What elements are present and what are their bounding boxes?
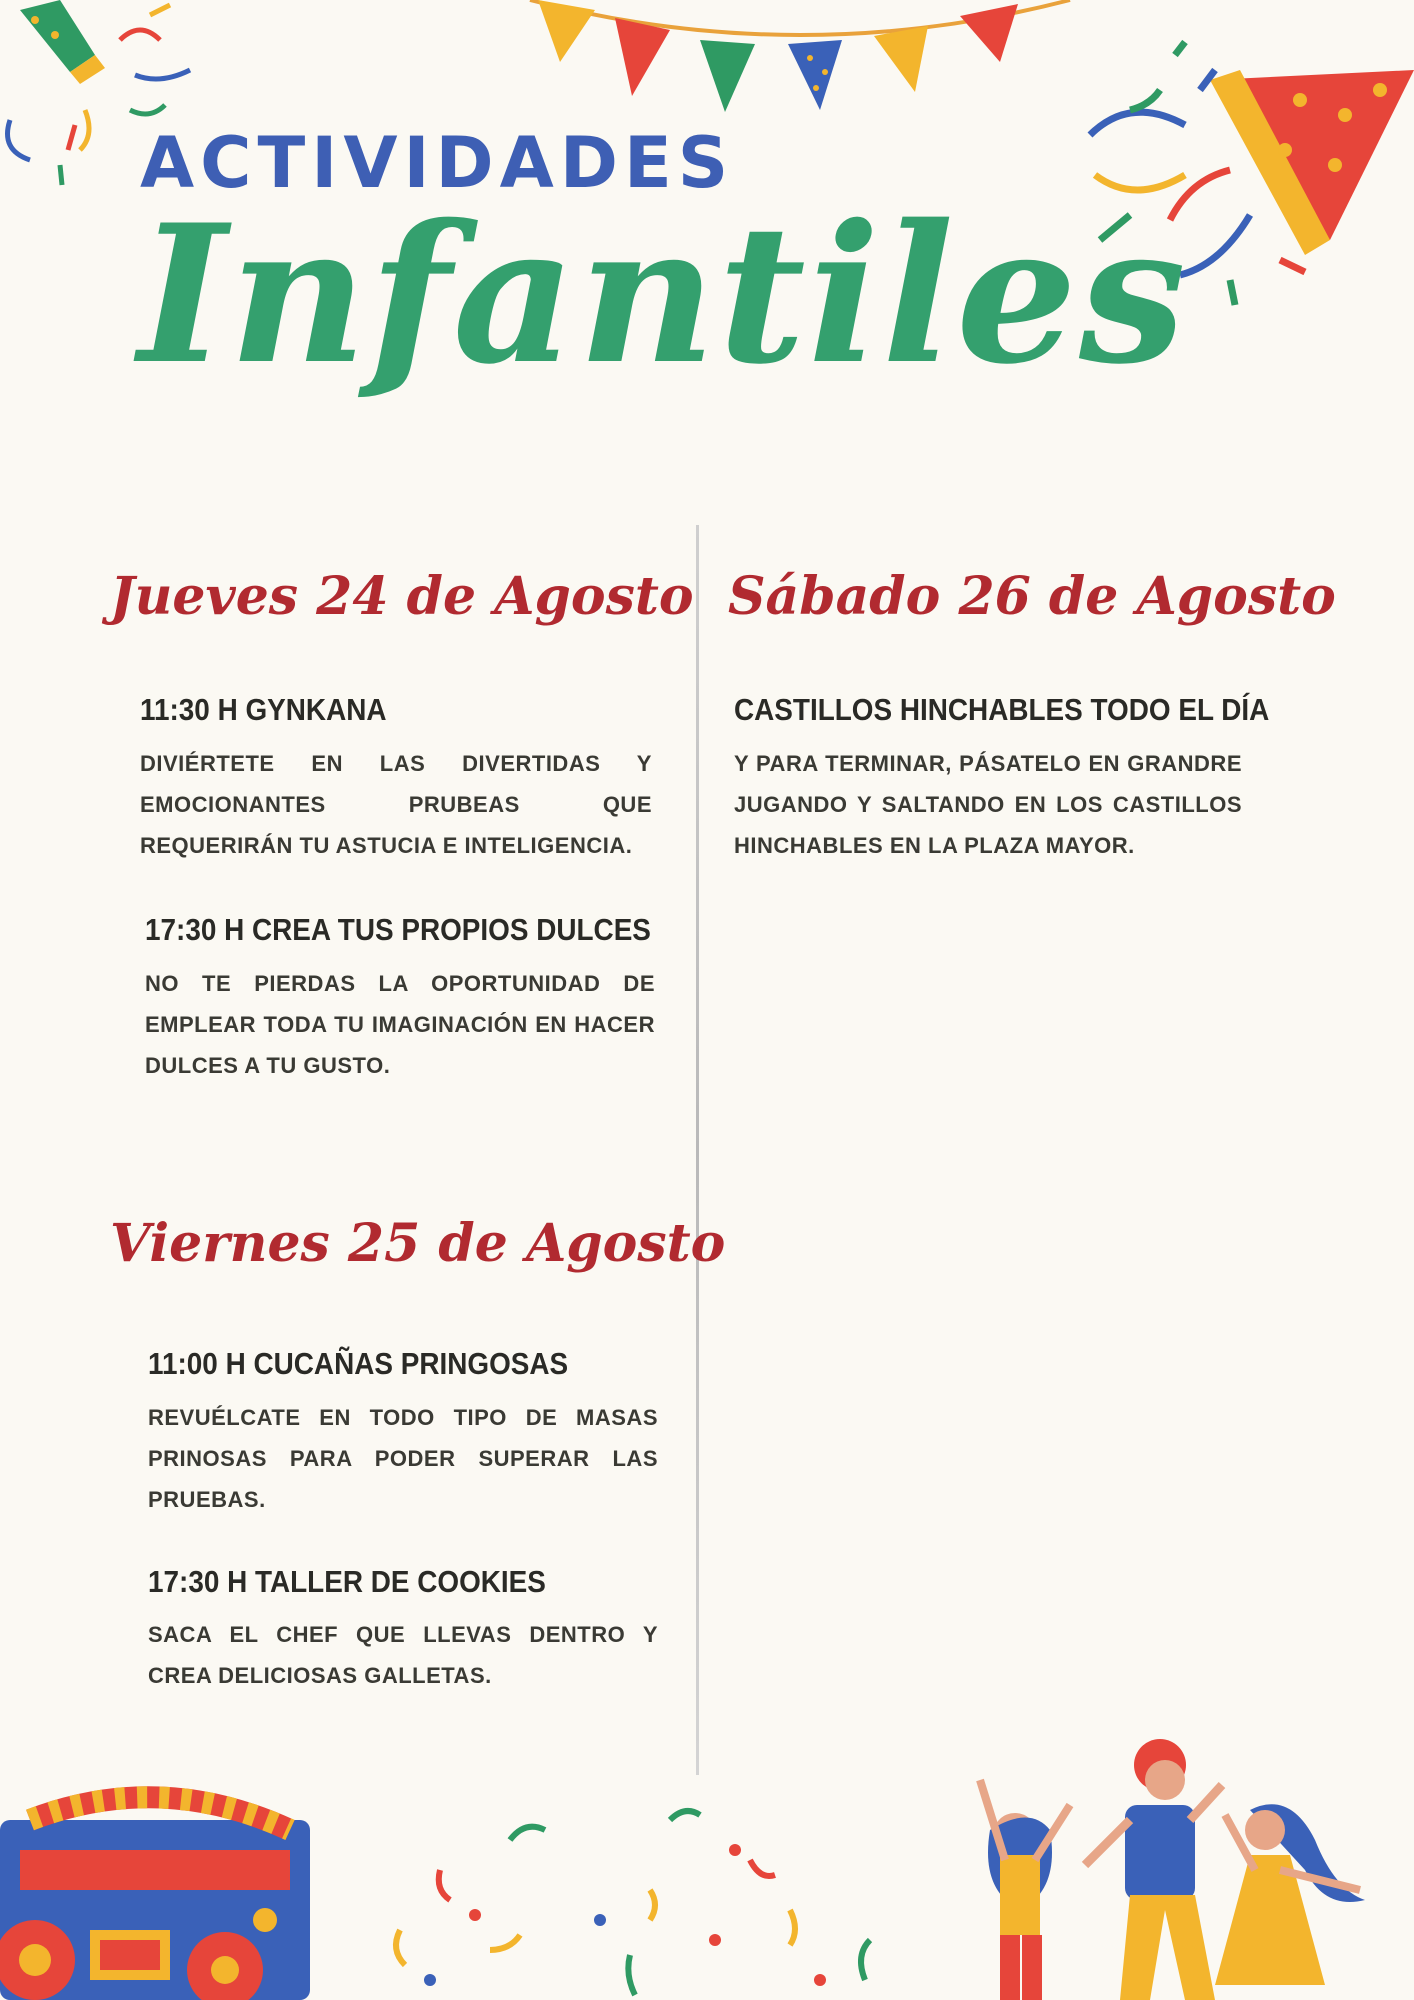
- dancing-people-icon: [960, 1720, 1380, 2000]
- activity-title: 17:30 H TALLER DE COOKIES: [148, 1564, 546, 1599]
- activity-description: NO TE PIERDAS LA OPORTUNIDAD DE EMPLEAR TODA TU IMAGINACIÓN EN HACER DULCES A TU GUSTO.: [145, 971, 655, 1078]
- activity-title: 11:00 H CUCAÑAS PRINGOSAS: [148, 1346, 569, 1381]
- activity-description: DIVIÉRTETE EN LAS DIVERTIDAS Y EMOCIONANTES PRUBEAS QUE REQUERIRÁN TU ASTUCIA E INTELIGENCIA.: [140, 751, 652, 858]
- activity-description: REVUÉLCATE EN TODO TIPO DE MASAS PRINOSAS PARA PODER SUPERAR LAS PRUEBAS.: [148, 1405, 658, 1512]
- bunting-icon: [520, 0, 1080, 120]
- activity-title: 17:30 H CREA TUS PROPIOS DULCES: [145, 912, 651, 947]
- activity-description: Y PARA TERMINAR, PÁSATELO EN GRANDRE JUGANDO Y SALTANDO EN LOS CASTILLOS HINCHABLES EN LA PLAZA MAYOR.: [734, 751, 1242, 858]
- day-heading-jueves: Jueves 24 de Agosto: [110, 566, 694, 627]
- activity-title: 11:30 H GYNKANA: [140, 692, 387, 727]
- day-heading-sabado: Sábado 26 de Agosto: [728, 566, 1336, 627]
- confetti-icon: [370, 1780, 890, 2000]
- column-divider: [696, 525, 699, 1775]
- activity-description: SACA EL CHEF QUE LLEVAS DENTRO Y CREA DELICIOSAS GALLETAS.: [148, 1622, 658, 1688]
- title-line-1: ACTIVIDADES: [140, 122, 735, 204]
- title-line-2: Infantiles: [138, 183, 1188, 406]
- boombox-icon: [0, 1780, 320, 2000]
- day-heading-viernes: Viernes 25 de Agosto: [110, 1213, 726, 1274]
- activity-title: CASTILLOS HINCHABLES TODO EL DÍA: [734, 692, 1270, 727]
